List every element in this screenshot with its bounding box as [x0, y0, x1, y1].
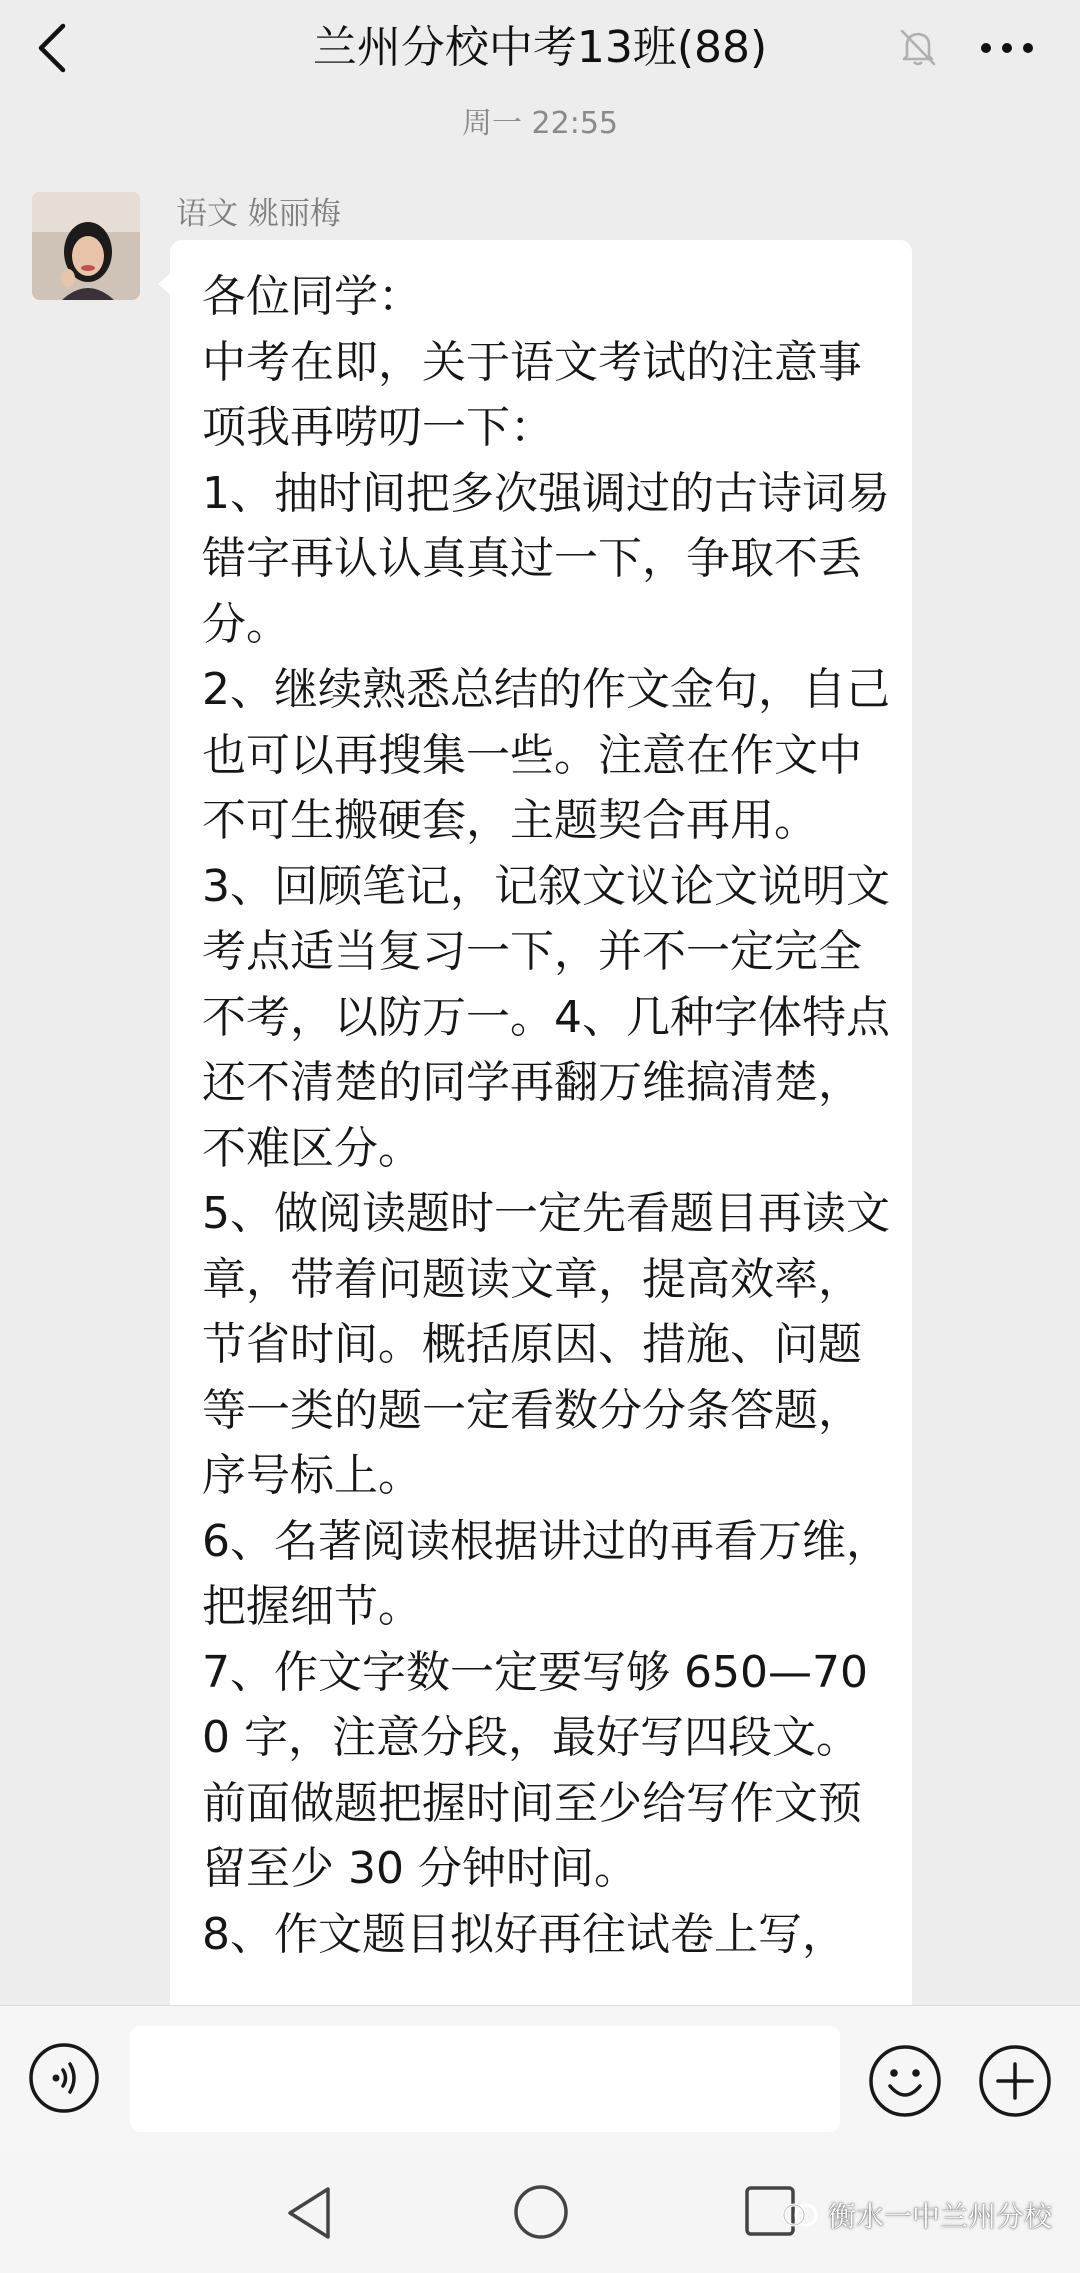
message-timestamp: 周一 22:55 [462, 106, 618, 141]
plus-button[interactable] [978, 2044, 1052, 2118]
message-bubble[interactable] [170, 240, 912, 2040]
sender-name: 语文 姚丽梅 [176, 196, 341, 232]
nav-back-icon[interactable] [282, 2183, 338, 2243]
bell-off-icon [895, 24, 941, 70]
more-button[interactable] [972, 20, 1042, 76]
emoji-button[interactable] [868, 2044, 942, 2118]
chat-header [0, 0, 1080, 100]
more-horizontal-icon [979, 41, 1035, 55]
avatar-photo [32, 192, 140, 300]
watermark-text: 衡水一中兰州分校 [828, 2200, 1053, 2233]
emoji-icon [868, 2044, 942, 2118]
watermark [780, 2193, 1052, 2237]
voice-icon [28, 2042, 100, 2114]
system-nav-bar [0, 2153, 1080, 2273]
chat-title: 兰州分校中考13班(88) [312, 22, 768, 73]
plus-circle-icon [978, 2044, 1052, 2118]
message-input[interactable] [130, 2026, 840, 2132]
voice-button[interactable] [28, 2042, 100, 2114]
nav-home-icon[interactable] [512, 2183, 570, 2241]
wechat-channel-icon [780, 2198, 820, 2232]
avatar[interactable] [32, 192, 140, 300]
chat-input-bar [0, 2005, 1080, 2154]
message-text: 各位同学： 中考在即，关于语文考试的注意事项我再唠叨一下： 1、抽时间把多次强调过的古诗词易错字再认认真真过一下，争取不丢分。 2、继续熟悉总结的作文金句，自己也可以再搜集一些。注意在作文中不可生搬硬套，主题契合再用。 3、回顾笔记，记叙文议论文说明文考点适当复习一下，并不一定完全不考，以防万一。4、几种字体特点还不清楚的同学再翻万维搞清楚，不难区分。 5、做阅读题时一定先看题目再读文章，带着问题读文章，提高效率，节省时间。概括原因、措施、问题等一类的题一定看数分分条答题，序号标上。 6、名著阅读根据讲过的再看万维，把握细节。 7、作文字数一定要写够 650—700 字，注意分段，最好写四段文。前面做题把握时间至少给写作文预留至少 30 分钟时间。 8、作文题目拟好再往试卷上写， [202, 271, 890, 1960]
